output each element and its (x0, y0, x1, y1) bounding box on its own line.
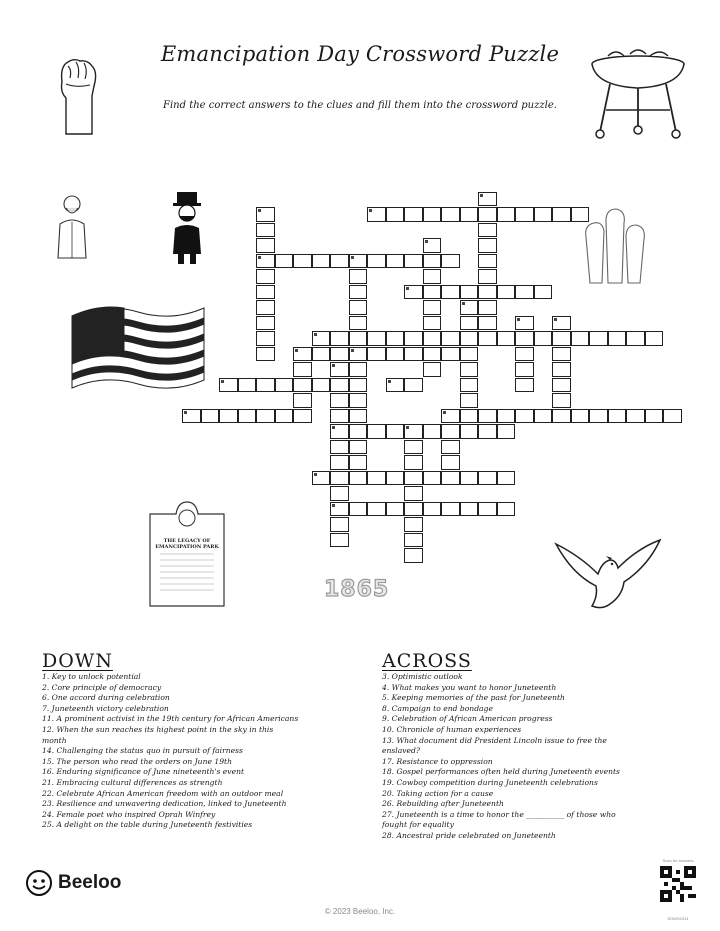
crossword-cell[interactable] (423, 331, 442, 346)
clue-item: 12. When the sun reaches its highest point in the sky in this (42, 724, 274, 734)
clue-number-mark (332, 504, 335, 507)
clue-item: 23. Resilience and unwavering dedication, linked to Juneteenth (42, 799, 287, 809)
crossword-cell[interactable] (275, 409, 294, 424)
crossword-cell[interactable] (534, 207, 553, 222)
crossword-cell[interactable] (219, 409, 238, 424)
crossword-cell[interactable] (256, 347, 275, 362)
crossword-cell[interactable] (349, 502, 368, 517)
crossword-cell[interactable] (312, 347, 331, 362)
clue-number-mark (332, 426, 335, 429)
crossword-cell[interactable] (312, 254, 331, 269)
crossword-cell[interactable] (608, 331, 627, 346)
clue-item: 13. What document did President Lincoln issue to free the (382, 735, 607, 745)
crossword-cell[interactable] (478, 285, 497, 300)
crossword-cell[interactable] (571, 207, 590, 222)
crossword-cell[interactable] (404, 533, 423, 548)
crossword-cell[interactable] (367, 424, 386, 439)
clue-number-mark (314, 473, 317, 476)
clue-item: 15. The person who read the orders on June 19th (42, 756, 232, 766)
crossword-cell[interactable] (460, 347, 479, 362)
crossword-cell[interactable] (404, 471, 423, 486)
clue-item: 24. Female poet who inspired Oprah Winfrey (42, 809, 216, 819)
crossword-cell[interactable] (589, 409, 608, 424)
crossword-cell[interactable] (293, 393, 312, 408)
crossword-cell[interactable] (349, 378, 368, 393)
crossword-cell[interactable] (256, 409, 275, 424)
page-title: Emancipation Day Crossword Puzzle (160, 42, 560, 66)
crossword-cell[interactable] (552, 331, 571, 346)
crossword-cell[interactable] (497, 409, 516, 424)
clue-number-mark (406, 287, 409, 290)
crossword-cell[interactable] (552, 347, 571, 362)
crossword-cell[interactable] (515, 285, 534, 300)
crossword-cell[interactable] (571, 331, 590, 346)
crossword-cell[interactable] (626, 331, 645, 346)
crossword-cell[interactable] (423, 207, 442, 222)
clue-item: 2. Core principle of democracy (42, 682, 162, 692)
crossword-cell[interactable] (478, 300, 497, 315)
crossword-cell[interactable] (404, 207, 423, 222)
crossword-cell[interactable] (534, 331, 553, 346)
crossword-cell[interactable] (441, 502, 460, 517)
clue-number-mark (258, 209, 261, 212)
qr-label: Scan for answers (662, 858, 694, 863)
crossword-cell[interactable] (589, 331, 608, 346)
brand-name: Beeloo (58, 872, 122, 893)
crossword-cell[interactable] (645, 409, 664, 424)
crossword-cell[interactable] (608, 409, 627, 424)
crossword-cell[interactable] (256, 331, 275, 346)
crossword-cell[interactable] (312, 378, 331, 393)
clue-number-mark (517, 318, 520, 321)
crossword-cell[interactable] (256, 238, 275, 253)
clue-number-mark (314, 333, 317, 336)
clue-number-mark (258, 256, 261, 259)
crossword-cell[interactable] (552, 207, 571, 222)
crossword-cell[interactable] (201, 409, 220, 424)
qr-code-icon[interactable] (660, 866, 696, 902)
crossword-cell[interactable] (349, 269, 368, 284)
clue-item: 8. Campaign to end bondage (382, 703, 493, 713)
clue-item: 28. Ancestral pride celebrated on Juneteenth (382, 830, 556, 840)
bee-logo-icon (26, 870, 52, 896)
clue-item: 18. Gospel performances often held during Juneteenth events (382, 767, 620, 777)
crossword-cell[interactable] (256, 269, 275, 284)
crossword-cell[interactable] (441, 347, 460, 362)
clue-number-mark (332, 364, 335, 367)
crossword-cell[interactable] (478, 269, 497, 284)
clue-number-mark (295, 349, 298, 352)
crossword-cell[interactable] (441, 207, 460, 222)
crossword-cell[interactable] (497, 502, 516, 517)
crossword-cell[interactable] (330, 347, 349, 362)
qr-code-id: EDWS4314 (667, 916, 689, 921)
clue-item: enslaved? (382, 746, 420, 756)
clue-number-mark (221, 380, 224, 383)
crossword-cell[interactable] (423, 300, 442, 315)
crossword-cell[interactable] (441, 471, 460, 486)
crossword-cell[interactable] (330, 331, 349, 346)
crossword-cell[interactable] (404, 455, 423, 470)
crossword-cell[interactable] (349, 440, 368, 455)
crossword-cell[interactable] (386, 254, 405, 269)
crossword-cell[interactable] (404, 486, 423, 501)
crossword-cell[interactable] (423, 347, 442, 362)
clue-item: 16. Enduring significance of June nineteenth's event (42, 767, 245, 777)
clue-number-mark (388, 380, 391, 383)
crossword-cell[interactable] (441, 440, 460, 455)
clue-item: 11. A prominent activist in the 19th century for African Americans (42, 714, 299, 724)
crossword-cell[interactable] (404, 347, 423, 362)
crossword-cell[interactable] (478, 223, 497, 238)
crossword-cell[interactable] (367, 254, 386, 269)
crossword-cell[interactable] (460, 285, 479, 300)
crossword-cell[interactable] (349, 285, 368, 300)
clue-item: 21. Embracing cultural differences as strength (42, 777, 223, 787)
clue-item: 25. A delight on the table during Juneteenth festivities (42, 820, 253, 830)
crossword-cell[interactable] (330, 517, 349, 532)
clue-item: 1. Key to unlock potential (42, 672, 141, 681)
crossword-cell[interactable] (386, 207, 405, 222)
crossword-cell[interactable] (478, 207, 497, 222)
crossword-cell[interactable] (478, 409, 497, 424)
clue-item: 20. Taking action for a cause (382, 788, 494, 798)
crossword-cell[interactable] (460, 471, 479, 486)
crossword-cell[interactable] (515, 347, 534, 362)
crossword-cell[interactable] (478, 331, 497, 346)
crossword-cell[interactable] (460, 409, 479, 424)
crossword-cell[interactable] (404, 517, 423, 532)
crossword-cell[interactable] (349, 424, 368, 439)
crossword-cell[interactable] (497, 285, 516, 300)
crossword-cell[interactable] (478, 316, 497, 331)
crossword-cell[interactable] (534, 409, 553, 424)
clue-item: 19. Cowboy competition during Juneteenth celebrations (382, 777, 598, 787)
crossword-cell[interactable] (645, 331, 664, 346)
crossword-cell[interactable] (478, 238, 497, 253)
crossword-cell[interactable] (441, 455, 460, 470)
crossword-cell[interactable] (256, 300, 275, 315)
crossword-cell[interactable] (423, 502, 442, 517)
crossword-cell[interactable] (404, 331, 423, 346)
clue-item: month (42, 735, 67, 745)
crossword-cell[interactable] (349, 300, 368, 315)
crossword-cell[interactable] (330, 533, 349, 548)
clue-item: 9. Celebration of African American progress (382, 714, 553, 724)
crossword-cell[interactable] (349, 362, 368, 377)
crossword-cell[interactable] (441, 285, 460, 300)
plaque-line-1: THE LEGACY OF (163, 538, 211, 544)
crossword-cell[interactable] (497, 331, 516, 346)
year-1865-badge: 1865 (324, 577, 390, 602)
crossword-cell[interactable] (423, 424, 442, 439)
clue-item: 4. What makes you want to honor Juneteenth (382, 682, 557, 692)
clue-item: 5. Keeping memories of the past for Juneteenth (382, 693, 565, 703)
crossword-cell[interactable] (423, 316, 442, 331)
crossword-cell[interactable] (293, 254, 312, 269)
crossword-cell[interactable] (423, 254, 442, 269)
crossword-cell[interactable] (460, 393, 479, 408)
clue-item: 3. Optimistic outlook (382, 672, 463, 681)
crossword-cell[interactable] (534, 285, 553, 300)
crossword-cell[interactable] (238, 409, 257, 424)
crossword-cell[interactable] (515, 207, 534, 222)
crossword-cell[interactable] (293, 362, 312, 377)
crossword-cell[interactable] (404, 548, 423, 563)
clue-number-mark (425, 240, 428, 243)
crossword-cell[interactable] (497, 424, 516, 439)
clue-number-mark (554, 318, 557, 321)
crossword-cell[interactable] (330, 440, 349, 455)
crossword-cell[interactable] (275, 254, 294, 269)
crossword-cell[interactable] (238, 378, 257, 393)
crossword-cell[interactable] (626, 409, 645, 424)
crossword-cell[interactable] (404, 502, 423, 517)
crossword-cell[interactable] (386, 471, 405, 486)
crossword-cell[interactable] (386, 424, 405, 439)
crossword-cell[interactable] (404, 254, 423, 269)
crossword-cell[interactable] (349, 409, 368, 424)
crossword-cell[interactable] (478, 424, 497, 439)
clue-item: fought for equality (382, 820, 454, 830)
clue-number-mark (184, 411, 187, 414)
crossword-cell[interactable] (293, 409, 312, 424)
crossword-cell[interactable] (552, 378, 571, 393)
crossword-cell[interactable] (552, 409, 571, 424)
instructions-text: Find the correct answers to the clues and fill them into the crossword puzzle. (163, 100, 557, 111)
crossword-cell[interactable] (441, 424, 460, 439)
crossword-cell[interactable] (293, 378, 312, 393)
crossword-cell[interactable] (552, 393, 571, 408)
crossword-cell[interactable] (349, 393, 368, 408)
crossword-cell[interactable] (460, 502, 479, 517)
crossword-cell[interactable] (460, 331, 479, 346)
crossword-cell[interactable] (367, 331, 386, 346)
crossword-cell[interactable] (460, 378, 479, 393)
crossword-cell[interactable] (497, 207, 516, 222)
down-heading: DOWN (42, 650, 113, 672)
crossword-cell[interactable] (515, 378, 534, 393)
clue-number-mark (369, 209, 372, 212)
crossword-cell[interactable] (330, 455, 349, 470)
crossword-cell[interactable] (423, 471, 442, 486)
crossword-cell[interactable] (515, 331, 534, 346)
crossword-cell[interactable] (349, 455, 368, 470)
crossword-cell[interactable] (515, 409, 534, 424)
crossword-cell[interactable] (552, 362, 571, 377)
crossword-cell[interactable] (441, 254, 460, 269)
clue-item: 14. Challenging the status quo in pursuit of fairness (42, 746, 243, 756)
across-heading: ACROSS (382, 650, 472, 672)
clue-item: 10. Chronicle of human experiences (382, 724, 522, 734)
clue-item: 27. Juneteenth is a time to honor the __________ of those who (382, 809, 616, 819)
crossword-cell[interactable] (571, 409, 590, 424)
brand-logo[interactable] (26, 870, 121, 896)
crossword-cell[interactable] (423, 362, 442, 377)
crossword-cell[interactable] (367, 471, 386, 486)
crossword-cell[interactable] (497, 471, 516, 486)
clue-item: 17. Resistance to oppression (382, 756, 493, 766)
crossword-cell[interactable] (256, 223, 275, 238)
crossword-cell[interactable] (460, 424, 479, 439)
crossword-cell[interactable] (256, 285, 275, 300)
clue-item: 22. Celebrate African American freedom with an outdoor meal (42, 788, 284, 798)
across-clues (382, 672, 682, 842)
clue-number-mark (443, 411, 446, 414)
crossword-cell[interactable] (478, 254, 497, 269)
clue-item: 6. One accord during celebration (42, 693, 170, 703)
clue-item: 26. Rebuilding after Juneteenth (382, 799, 504, 809)
crossword-cell[interactable] (478, 471, 497, 486)
copyright-text: © 2023 Beeloo, Inc. (324, 907, 396, 916)
crossword-cell[interactable] (349, 316, 368, 331)
clue-number-mark (351, 349, 354, 352)
crossword-cell[interactable] (386, 502, 405, 517)
crossword-cell[interactable] (386, 347, 405, 362)
crossword-cell[interactable] (367, 502, 386, 517)
crossword-cell[interactable] (404, 378, 423, 393)
crossword-cell[interactable] (330, 378, 349, 393)
crossword-cell[interactable] (349, 331, 368, 346)
crossword-cell[interactable] (367, 347, 386, 362)
crossword-cell[interactable] (404, 440, 423, 455)
crossword-cell[interactable] (256, 378, 275, 393)
clue-number-mark (480, 194, 483, 197)
clue-number-mark (351, 256, 354, 259)
crossword-cell[interactable] (663, 409, 682, 424)
crossword-cell[interactable] (386, 331, 405, 346)
crossword-cell[interactable] (460, 316, 479, 331)
crossword-cell[interactable] (349, 471, 368, 486)
clue-number-mark (462, 302, 465, 305)
crossword-cell[interactable] (423, 285, 442, 300)
crossword-cell[interactable] (330, 409, 349, 424)
crossword-cell[interactable] (330, 393, 349, 408)
crossword-cell[interactable] (441, 331, 460, 346)
clue-item: 7. Juneteenth victory celebration (42, 703, 169, 713)
crossword-cell[interactable] (460, 207, 479, 222)
crossword-cell[interactable] (330, 486, 349, 501)
crossword-cell[interactable] (275, 378, 294, 393)
crossword-cell[interactable] (423, 269, 442, 284)
crossword-cell[interactable] (515, 362, 534, 377)
crossword-cell[interactable] (460, 362, 479, 377)
down-clues (42, 672, 332, 831)
clue-number-mark (406, 426, 409, 429)
crossword-cell[interactable] (330, 471, 349, 486)
crossword-cell[interactable] (478, 502, 497, 517)
crossword-cell[interactable] (330, 254, 349, 269)
crossword-cell[interactable] (256, 316, 275, 331)
plaque-line-2: EMANCIPATION PARK (155, 544, 219, 550)
